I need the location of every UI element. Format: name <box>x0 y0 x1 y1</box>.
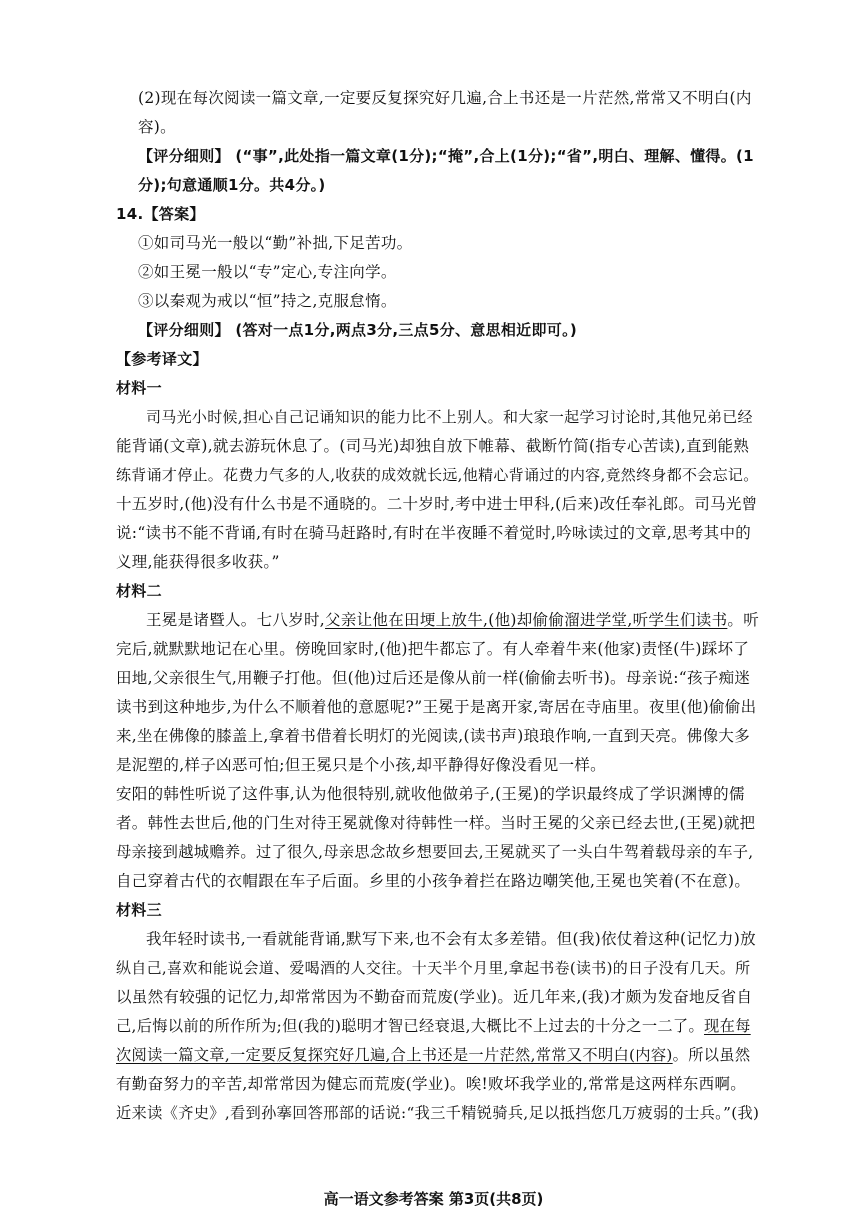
q13-part2-line1: (2)现在每次阅读一篇文章,一定要反复探究好几遍,合上书还是一片茫然,常常又不明白(内 <box>138 89 752 107</box>
material-3-line: 我年轻时读书,一看就能背诵,默写下来,也不会有太多差错。但(我)依仗着这种(记忆力)放 <box>146 930 756 948</box>
material-2-line: 田地,父亲很生气,用鞭子打他。但(他)过后还是像从前一样(偷偷去听书)。母亲说:“孩子痴迷 <box>116 669 751 687</box>
material-2-line: 自己穿着古代的衣帽跟在车子后面。乡里的小孩争着拦在路边嘲笑他,王冕也笑着(不在意)。 <box>116 872 751 890</box>
material-2-line: 母亲接到越城赡养。过了很久,母亲思念故乡想要回去,王冕就买了一头白牛驾着载母亲的车子, <box>116 843 754 861</box>
material-1-line: 说:“读书不能不背诵,有时在骑马赶路时,有时在半夜睡不着觉时,吟咏读过的文章,思考其中的 <box>116 524 752 542</box>
page-footer: 高一语文参考答案 第3页(共8页) <box>323 1190 544 1208</box>
q13-score-line2: 分);句意通顺1分。共4分。) <box>138 176 326 194</box>
underlined-sentence: 次阅读一篇文章,一定要反复探究好几遍,合上书还是一片茫然,常常又不明白(内容) <box>116 1046 673 1064</box>
material-2-line: 安阳的韩性听说了这件事,认为他很特别,就收他做弟子,(王冕)的学识最终成了学识渊博的儒 <box>116 785 745 803</box>
material-1-line: 义理,能获得很多收获。” <box>116 553 280 571</box>
underlined-sentence: 父亲让他在田埂上放牛,(他)却偷偷溜进学堂,听学生们读书 <box>325 611 728 629</box>
material-2-heading: 材料二 <box>116 582 162 600</box>
q14-item-3: ③以秦观为戒以“恒”持之,克服怠惰。 <box>138 292 397 310</box>
material-2-line <box>146 610 759 630</box>
q13-part2-line2: 容)。 <box>138 118 176 136</box>
q14-item-2: ②如王冕一般以“专”定心,专注向学。 <box>138 263 397 281</box>
material-2-line: 是泥塑的,样子凶恶可怕;但王冕只是个小孩,却平静得好像没看见一样。 <box>116 756 606 774</box>
material-2-line: 者。韩性去世后,他的门生对待王冕就像对待韩性一样。当时王冕的父亲已经去世,(王冕)就把 <box>116 814 756 832</box>
material-3-line <box>116 1016 751 1036</box>
material-2-text: 。听 <box>727 611 759 629</box>
material-1-line: 能背诵(文章),就去游玩休息了。(司马光)却独自放下帷幕、截断竹简(指专心苦读),直到能熟 <box>116 437 750 455</box>
material-2-line: 来,坐在佛像的膝盖上,拿着书借着长明灯的光阅读,(读书声)琅琅作响,一直到天亮。佛像大多 <box>116 727 751 745</box>
q13-score-line1: 【评分细则】 (“事”,此处指一篇文章(1分);“掩”,合上(1分);“省”,明白、理解、懂得。(1 <box>138 147 754 165</box>
material-3-heading: 材料三 <box>116 901 162 919</box>
q14-heading: 14.【答案】 <box>116 205 205 223</box>
material-3-text: 己,后悔以前的所作所为;但(我的)聪明才智已经衰退,大概比不上过去的十分之一二了。 <box>116 1017 705 1035</box>
material-3-line: 有勤奋努力的辛苦,却常常因为健忘而荒废(学业)。唉!败坏我学业的,常常是这两样东西啊。 <box>116 1075 747 1093</box>
material-1-line: 十五岁时,(他)没有什么书是不通晓的。二十岁时,考中进士甲科,(后来)改任奉礼郎。司马光曾 <box>116 495 758 513</box>
material-1-line: 司马光小时候,担心自己记诵知识的能力比不上别人。和大家一起学习讨论时,其他兄弟已经 <box>146 408 753 426</box>
material-3-line: 近来读《齐史》,看到孙搴回答邢部的话说:“我三千精锐骑兵,足以抵挡您几万疲弱的士兵。”(我) <box>116 1104 760 1122</box>
material-2-text: 王冕是诸暨人。七八岁时, <box>146 611 326 629</box>
material-1-line: 练背诵才停止。花费力气多的人,收获的成效就长远,他精心背诵过的内容,竟然终身都不会忘记。 <box>116 466 759 484</box>
material-3-text: 。所以虽然 <box>672 1046 751 1064</box>
material-3-line: 以虽然有较强的记忆力,却常常因为不勤奋而荒废(学业)。近几年来,(我)才颇为发奋地反省自 <box>116 988 753 1006</box>
material-3-line <box>116 1045 750 1065</box>
material-1-heading: 材料一 <box>116 379 162 397</box>
translation-heading: 【参考译文】 <box>116 350 208 368</box>
q14-item-1: ①如司马光一般以“勤”补拙,下足苦功。 <box>138 234 413 252</box>
material-2-line: 完后,就默默地记在心里。傍晚回家时,(他)把牛都忘了。有人牵着牛来(他家)责怪(牛)踩坏了 <box>116 640 750 658</box>
underlined-sentence: 现在每 <box>704 1017 751 1035</box>
material-3-line: 纵自己,喜欢和能说会道、爱喝酒的人交往。十天半个月里,拿起书卷(读书)的日子没有几天。所 <box>116 959 751 977</box>
material-2-line: 读书到这种地步,为什么不顺着他的意愿呢?”王冕于是离开家,寄居在寺庙里。夜里(他)偷偷出 <box>116 698 757 716</box>
q14-score: 【评分细则】 (答对一点1分,两点3分,三点5分、意思相近即可。) <box>138 321 578 339</box>
